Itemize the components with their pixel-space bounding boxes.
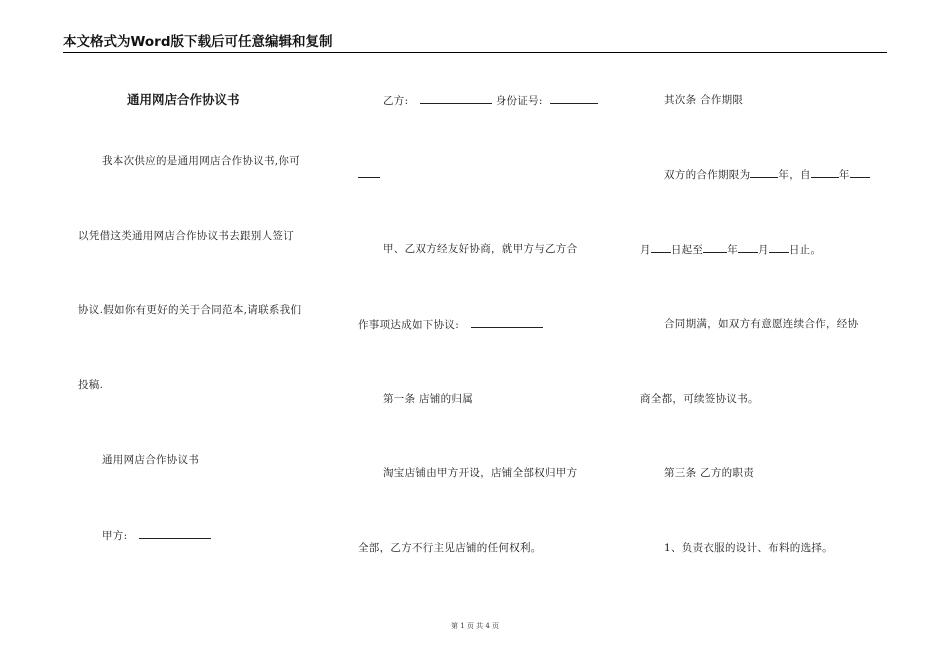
term-year-label: 年，自 (778, 169, 811, 181)
article-1-text-2: 全部，乙方不行主见店铺的任何权利。 (358, 542, 542, 554)
clause-intro-line-2-wrap (358, 317, 543, 332)
term-text: 双方的合作期限为 (664, 169, 751, 181)
start-month-label: 月 (640, 244, 651, 256)
party-b-wrap-line (358, 167, 380, 182)
id-number-blank-continued (358, 167, 380, 178)
start-day-blank (651, 242, 671, 253)
term-line-2 (640, 242, 821, 257)
clause-intro-line-1: 甲、乙双方经友好协商，就甲方与乙方合 (383, 243, 578, 255)
id-number-blank (550, 93, 598, 104)
article-3-heading: 第三条 乙方的职责 (664, 467, 755, 479)
end-month-label: 月 (758, 244, 769, 256)
term-years-blank (750, 167, 778, 178)
party-b-label: 乙方: (383, 95, 409, 107)
party-a-label: 甲方: (102, 530, 128, 542)
party-a-line (102, 528, 211, 543)
start-year-blank (811, 167, 839, 178)
intro-line-2: 以凭借这类通用网店合作协议书去跟别人签订 (78, 230, 294, 242)
article-1-heading: 第一条 店铺的归属 (383, 393, 474, 405)
start-month-blank (850, 167, 870, 178)
article-2-heading: 其次条 合作期限 (664, 94, 744, 106)
clause-intro-line-2: 作事项达成如下协议: (358, 319, 460, 331)
document-title: 通用网店合作协议书 (127, 92, 240, 107)
duty-item-1: 1、负责衣服的设计、布料的选择。 (664, 542, 833, 554)
clause-intro-blank (471, 317, 543, 328)
agreement-subtitle: 通用网店合作协议书 (102, 454, 200, 466)
start-day-label: 日起至 (670, 244, 704, 256)
party-a-blank (139, 528, 211, 539)
article-1-text-1: 淘宝店铺由甲方开设，店铺全部权归甲方 (383, 467, 578, 479)
renewal-line-1: 合同期满，如双方有意愿连续合作，经协 (664, 318, 859, 330)
end-year-blank (703, 242, 727, 253)
end-day-label: 日止。 (788, 244, 822, 256)
page-number: 第 1 页 共 4 页 (450, 622, 500, 630)
party-b-line (383, 93, 598, 108)
end-day-blank (769, 242, 789, 253)
party-b-blank (420, 93, 492, 104)
id-number-label: 身份证号: (495, 95, 543, 107)
end-year-label: 年 (727, 244, 739, 256)
end-month-blank (738, 242, 758, 253)
document-header-banner: 本文格式为Word版下载后可任意编辑和复制 (63, 34, 333, 50)
intro-line-1: 我本次供应的是通用网店合作协议书,你可 (102, 155, 301, 167)
header-divider (63, 52, 887, 53)
start-year-label: 年 (838, 169, 850, 181)
intro-line-3: 协议.假如你有更好的关于合同范本,请联系我们 (78, 304, 302, 316)
intro-line-4: 投稿. (78, 379, 104, 391)
term-line-1 (664, 167, 870, 182)
renewal-line-2: 商全都，可续签协议书。 (640, 393, 759, 405)
